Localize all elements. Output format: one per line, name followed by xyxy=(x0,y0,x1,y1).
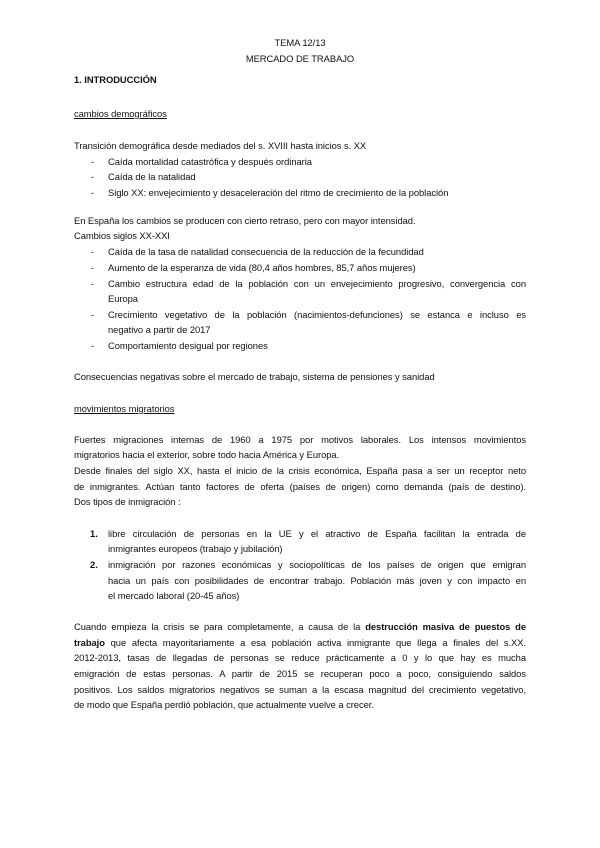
crisis-line: emigración de estas personas. A partir de 2015 se recuperan poco a poco, consiguiendo saldos xyxy=(74,668,526,679)
numbered-item-cont: el mercado laboral (20-45 años) xyxy=(108,590,240,601)
consecuencias-text: Consecuencias negativas sobre el mercado de trabajo, sistema de pensiones y sanidad xyxy=(74,371,435,382)
crisis-line xyxy=(74,621,526,633)
list-item: Caída de la natalidad xyxy=(108,171,196,182)
crisis-text: Cuando empieza la crisis se para completamente, a causa de la xyxy=(74,621,366,632)
transicion-text: Transición demográfica desde mediados del s. XVIII hasta inicios s. XX xyxy=(74,140,367,151)
list-number: 1. xyxy=(90,528,98,539)
crisis-bold: destrucción masiva de puestos de xyxy=(365,621,526,632)
crisis-line: de modo que España perdió población, que actualmente vuelve a crecer. xyxy=(74,699,374,710)
subheading-demograficos: cambios demográficos xyxy=(74,108,167,119)
bullet-dash: - xyxy=(91,262,95,273)
bullet-dash: - xyxy=(91,187,95,198)
bullet-dash: - xyxy=(91,156,95,167)
bullet-dash: - xyxy=(91,309,95,320)
spain-text: En España los cambios se producen con cierto retraso, pero con mayor intensidad. xyxy=(74,215,416,226)
list-item: Comportamiento desigual por regiones xyxy=(108,340,268,351)
numbered-item-cont: inmigrantes europeos (trabajo y jubilación) xyxy=(108,543,283,554)
paragraph-line: Fuertes migraciones internas de 1960 a 1975 por motivos laborales. Los intensos movimientos xyxy=(74,434,526,445)
paragraph-line: Desde finales del siglo XX, hasta el inicio de la crisis económica, España pasa a ser un receptor neto xyxy=(74,465,526,476)
list-item: Crecimiento vegetativo de la población (nacimientos-defunciones) se estanca e incluso es xyxy=(108,309,526,320)
subheading-migratorios: movimientos migratorios xyxy=(74,403,175,414)
crisis-bold: trabajo xyxy=(74,637,105,648)
doc-title: TEMA 12/13 xyxy=(274,37,326,48)
list-item-cont: negativo a partir de 2017 xyxy=(108,324,211,335)
list-item: Aumento de la esperanza de vida (80,4 años hombres, 85,7 años mujeres) xyxy=(108,262,416,273)
list-item-cont: Europa xyxy=(108,293,138,304)
bullet-dash: - xyxy=(91,278,95,289)
crisis-line: positivos. Los saldos migratorios negativos se suman a la escasa magnitud del crecimiento vegetativo, xyxy=(74,684,526,695)
numbered-item: libre circulación de personas en la UE y el atractivo de España facilitan la entrada de xyxy=(108,528,526,539)
list-item: Cambio estructura edad de la población con un envejecimiento progresivo, convergencia con xyxy=(108,278,526,289)
numbered-item: inmigración por razones económicas y sociopolíticas de los países de origen que emigran xyxy=(108,559,526,570)
paragraph-line: migratorios hacia el exterior, sobre todo hacia América y Europa. xyxy=(74,449,340,460)
crisis-line: 2012-2013, tasas de llegadas de personas se reduce prácticamente a 0 y lo que hay es mucha xyxy=(74,652,526,663)
numbered-item-cont: hacia un país con posibilidades de encontrar trabajo. Población más joven y con impacto en xyxy=(108,575,526,586)
crisis-line xyxy=(74,637,526,649)
list-item: Caída mortalidad catastrófica y después ordinaria xyxy=(108,156,312,167)
paragraph-line: de inmigrantes. Actúan tanto factores de oferta (países de origen) como demanda (país de destino). xyxy=(74,481,526,492)
doc-subtitle: MERCADO DE TRABAJO xyxy=(245,53,355,64)
paragraph-line: Dos tipos de inmigración : xyxy=(74,496,181,507)
bullet-dash: - xyxy=(91,340,95,351)
crisis-text: que afecta mayoritariamente a esa población activa inmigrante que llega a finales del s.XX. xyxy=(104,637,526,648)
bullet-dash: - xyxy=(91,171,95,182)
list-number: 2. xyxy=(90,559,98,570)
bullet-dash: - xyxy=(91,246,95,257)
list-item: Caída de la tasa de natalidad consecuencia de la reducción de la fecundidad xyxy=(108,246,424,257)
list-item: Siglo XX: envejecimiento y desaceleración del ritmo de crecimiento de la población xyxy=(108,187,449,198)
siglos-text: Cambios siglos XX-XXI xyxy=(74,230,170,241)
section-heading: 1. INTRODUCCIÓN xyxy=(74,74,157,85)
